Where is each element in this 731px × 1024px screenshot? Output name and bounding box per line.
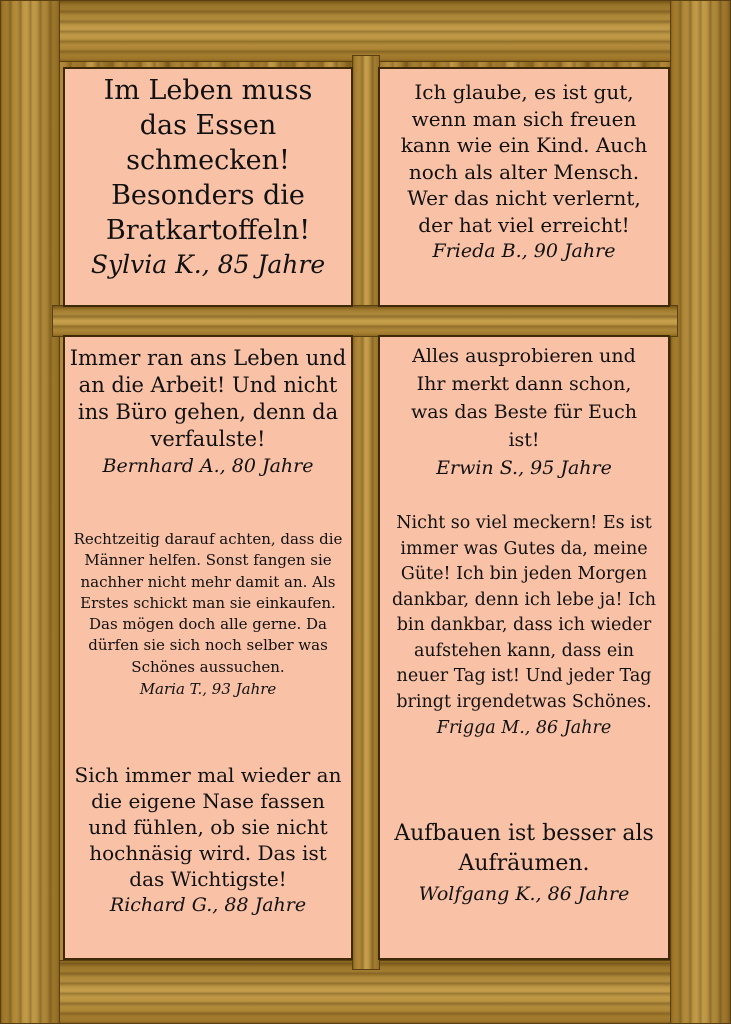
pane-bottom-right: [378, 335, 670, 960]
quote-block: [65, 345, 351, 480]
frame-left-post: [0, 0, 60, 1024]
quote-text: Ich glaube, es ist gut, wenn man sich freuen kann wie ein Kind. Auch noch als alter Mensch. Wer das nicht verlernt, der hat viel erreicht!: [400, 80, 648, 237]
quote-author: Wolfgang K., 86 Jahre: [418, 883, 630, 905]
quote-block: [65, 529, 351, 700]
quote-block: [380, 819, 668, 909]
quote-text: Nicht so viel meckern! Es ist immer was Gutes da, meine Güte! Ich bin jeden Morgen dankbar, denn ich lebe ja! Ich bin dankbar, dass ich wieder aufstehen kann, dass ein neuer Tag ist! Und jeder Tag bringt irgendetwas Schönes.: [391, 513, 657, 712]
quote-author: Bernhard A., 80 Jahre: [102, 455, 314, 477]
quote-author: Erwin S., 95 Jahre: [436, 457, 612, 479]
quote-text: Rechtzeitig darauf achten, dass die Männer helfen. Sonst fangen sie nachher nicht mehr damit an. Als Erstes schickt man sie einkaufen. Das mögen doch alle gerne. Da dürfen sie sich noch selber was Schönes aussuchen.: [73, 530, 343, 676]
frame-right-post: [670, 0, 731, 1024]
quote-block: [380, 342, 668, 482]
pane-top-left: [63, 67, 353, 307]
quote-author: Sylvia K., 85 Jahre: [90, 250, 326, 279]
quote-text: Alles ausprobieren und Ihr merkt dann schon, was das Beste für Euch ist!: [411, 345, 637, 451]
quote-text: Sich immer mal wieder an die eigene Nase fassen und fühlen, ob sie nicht hochnäsig wird. Das ist das Wichtigste!: [74, 763, 342, 891]
quote-author: Maria T., 93 Jahre: [139, 680, 277, 699]
frame-top-rail: [0, 0, 731, 62]
quote-block: [65, 762, 351, 918]
quote-text: Aufbauen ist besser als Aufräumen.: [394, 821, 654, 876]
pane-bottom-left: [63, 335, 353, 960]
quote-author: Richard G., 88 Jahre: [109, 894, 307, 916]
quote-text: Immer ran ans Leben und an die Arbeit! Und nicht ins Büro gehen, denn da verfaulste!: [69, 346, 347, 451]
frame-middle-rail: [52, 305, 678, 337]
pane-top-right: [378, 67, 670, 307]
quote-author: Frieda B., 90 Jahre: [432, 240, 616, 262]
quote-author: Frigga M., 86 Jahre: [436, 718, 612, 738]
quote-text: Im Leben muss das Essen schmecken! Besonders die Bratkartoffeln!: [103, 75, 313, 246]
frame-center-post: [352, 55, 380, 970]
quote-block: [380, 511, 668, 741]
